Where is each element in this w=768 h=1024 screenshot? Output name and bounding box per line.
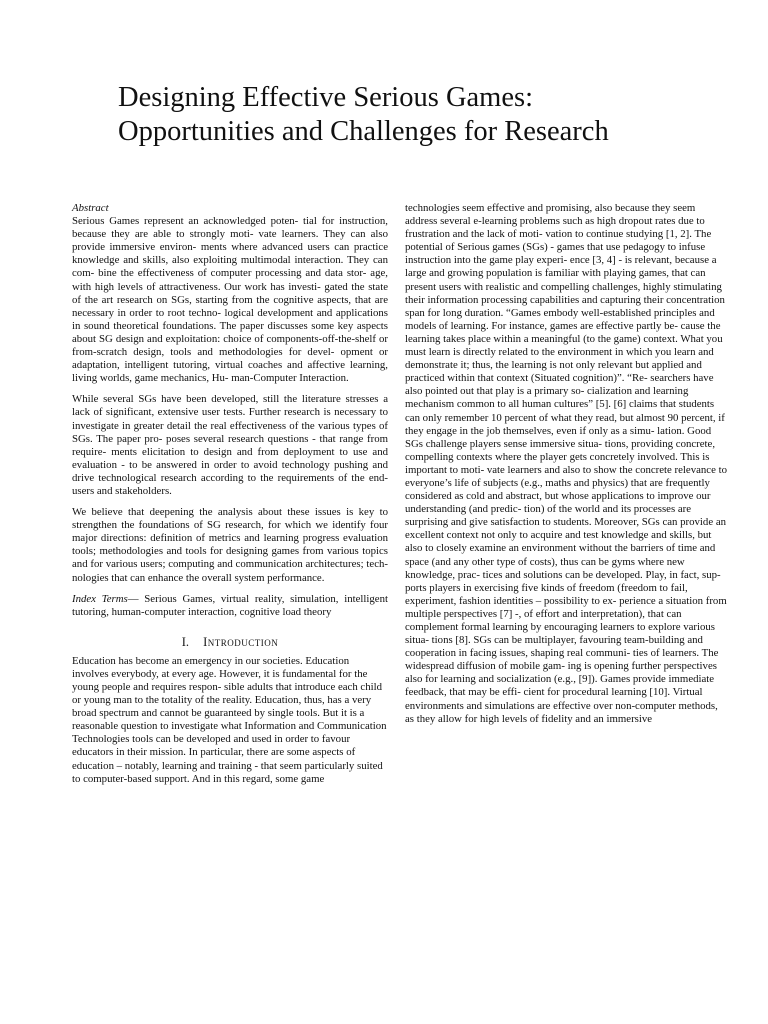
- index-terms-text: Serious Games, virtual reality, simulation, intelligent tutoring, human-computer interaction, cognitive load theory: [72, 592, 388, 618]
- introduction-text: Education has become an emergency in our societies. Education involves everybody, at every age. However, it is fundamental for the young people and requires respon- sible adults that introduce each child or young man to the totality of the reality. Education, thus, has a very broad spectrum and cannot be guaranteed by single tools. But it is a reasonable question to investigate what Information and Communication Technologies tools can be developed and used in order to favour educators in their mission. In particular, there are some aspects of education – notably, learning and training - that seem particularly suited to computer-based support. And in this regard, some game: [72, 654, 387, 785]
- right-column-text: technologies seem effective and promising, also because they seem address several e-learning problems such as high dropout rates due to frustration and the lack of moti- vation to continue studying [1, 2]. The potential of Serious games (SGs) - games that use pedagogy to infuse instruction into the game play experi- ence [3, 4] - is relevant, because a large and growing population is familiar with playing games, that can present users with realistic and compelling challenges, highly stimulating their information processing capabilities and capturing their concentration span for long duration. “Games embody well-established principles and models of learning. For instance, games are effective partly be- cause the learning takes place within a meaningful (to the game) context. What you must learn is directly related to the environment in which you learn and demonstrate it; thus, the learning is not only relevant but applied and practiced within that context (Situated cognition)”. “Re- searchers have also pointed out that play is a primary so- cialization and learning mechanism common to all human cultures” [5]. [6] claims that students can only remember 10 percent of what they read, but almost 90 percent, if they engage in the job themselves, even if only as a simu- lation. Good SGs challenge players sense immersive situa- tions, providing concrete, compelling contexts where the player gets concretely involved. This is important to moti- vate learners and also to show the concrete relevance to everyone’s life of subjects (e.g., maths and physics) that are frequently considered as cold and abstract, but whose applications to improve our understanding (and predic- tion) of the world and its processes are surprising and give satisfaction to students. Moreover, SGs can provide an excellent context not only to acquire and test knowledge and skills, but also to closely examine an environment without the barriers of time and space (and any other type of costs), thus can be gyms where new knowledge, prac- tices and solutions can be developed. Play, in fact, sup- ports players in exercising five kinds of freedom (freedom to fail, experiment, fashion identities – possibility to ex- perience a situation from multiple perspectives [7] -, of effort and interpretation), that can complement formal learning by encouraging learners to explore various situa- tions [8]. SGs can be multiplayer, favouring team-building and cooperation in facing issues, shaping real communi- ties of learners. The widespread diffusion of mobile gam- ing is opening further perspectives also for learning and socialization (e.g., [9]). Games provide immediate feedback, that may be effi- cient for procedural learning [10]. Virtual environments and simulations are effective over non-computer methods, as they allow for high levels of fidelity and an immersive: [405, 202, 727, 725]
- abstract-paragraph-1: Serious Games represent an acknowledged poten- tial for instruction, because they are able to strongly moti- vate learners. They can also provide immersive environ- ments where advanced users can practice knowledge and skills, also exploiting multimodal interaction. They can com- bine the effectiveness of computer processing and data stor- age, with high levels of attractiveness. Our work has investi- gated the state of the art research on SGs, starting from the cognitive aspects, that are necessary in order to root techno- logical development and applications in sound theoretical foundations. The paper discusses some key aspects about SG design and exploitation: choice of components-off-the-shelf or from-scratch design, tools and methodologies for devel- opment or adaptation, intelligent tutoring, virtual coaches and affective learning, living worlds, game mechanics, Hu- man-Computer Interaction.: [72, 215, 388, 385]
- section-number: I.: [181, 634, 190, 649]
- abstract-paragraph-3: We believe that deepening the analysis about these issues is key to strengthen the foundations of SG research, for which we identify four major directions: definition of metrics and learning progress evaluation tools; methodologies and tools for designing games from various topics and for various users; computing and communication architectures; tech- nologies that can enhance the overall system performance.: [72, 506, 388, 584]
- right-column: [405, 202, 727, 726]
- paper-title-line-1: Designing Effective Serious Games:: [118, 82, 534, 113]
- abstract-label: Abstract: [72, 202, 109, 214]
- left-column: [72, 202, 388, 786]
- index-terms-label: Index Terms: [72, 592, 128, 605]
- index-terms: [72, 593, 388, 619]
- section-heading-introduction: [72, 635, 388, 649]
- section-title: Introduction: [203, 634, 279, 649]
- paper-title-line-2: Opportunities and Challenges for Research: [118, 116, 609, 147]
- index-terms-dash: —: [127, 592, 139, 605]
- abstract-paragraph-2: While several SGs have been developed, still the literature stresses a lack of significant, extensive user tests. Further research is necessary to investigate in greater detail the real effectiveness of the various types of SGs. The paper pro- poses several research questions - that range from require- ments elicitation to design and from deployment to use and evaluation - to be answered in order to avoid technology pushing and drive technological research according to the requirements of the end-users and stakeholders.: [72, 393, 388, 497]
